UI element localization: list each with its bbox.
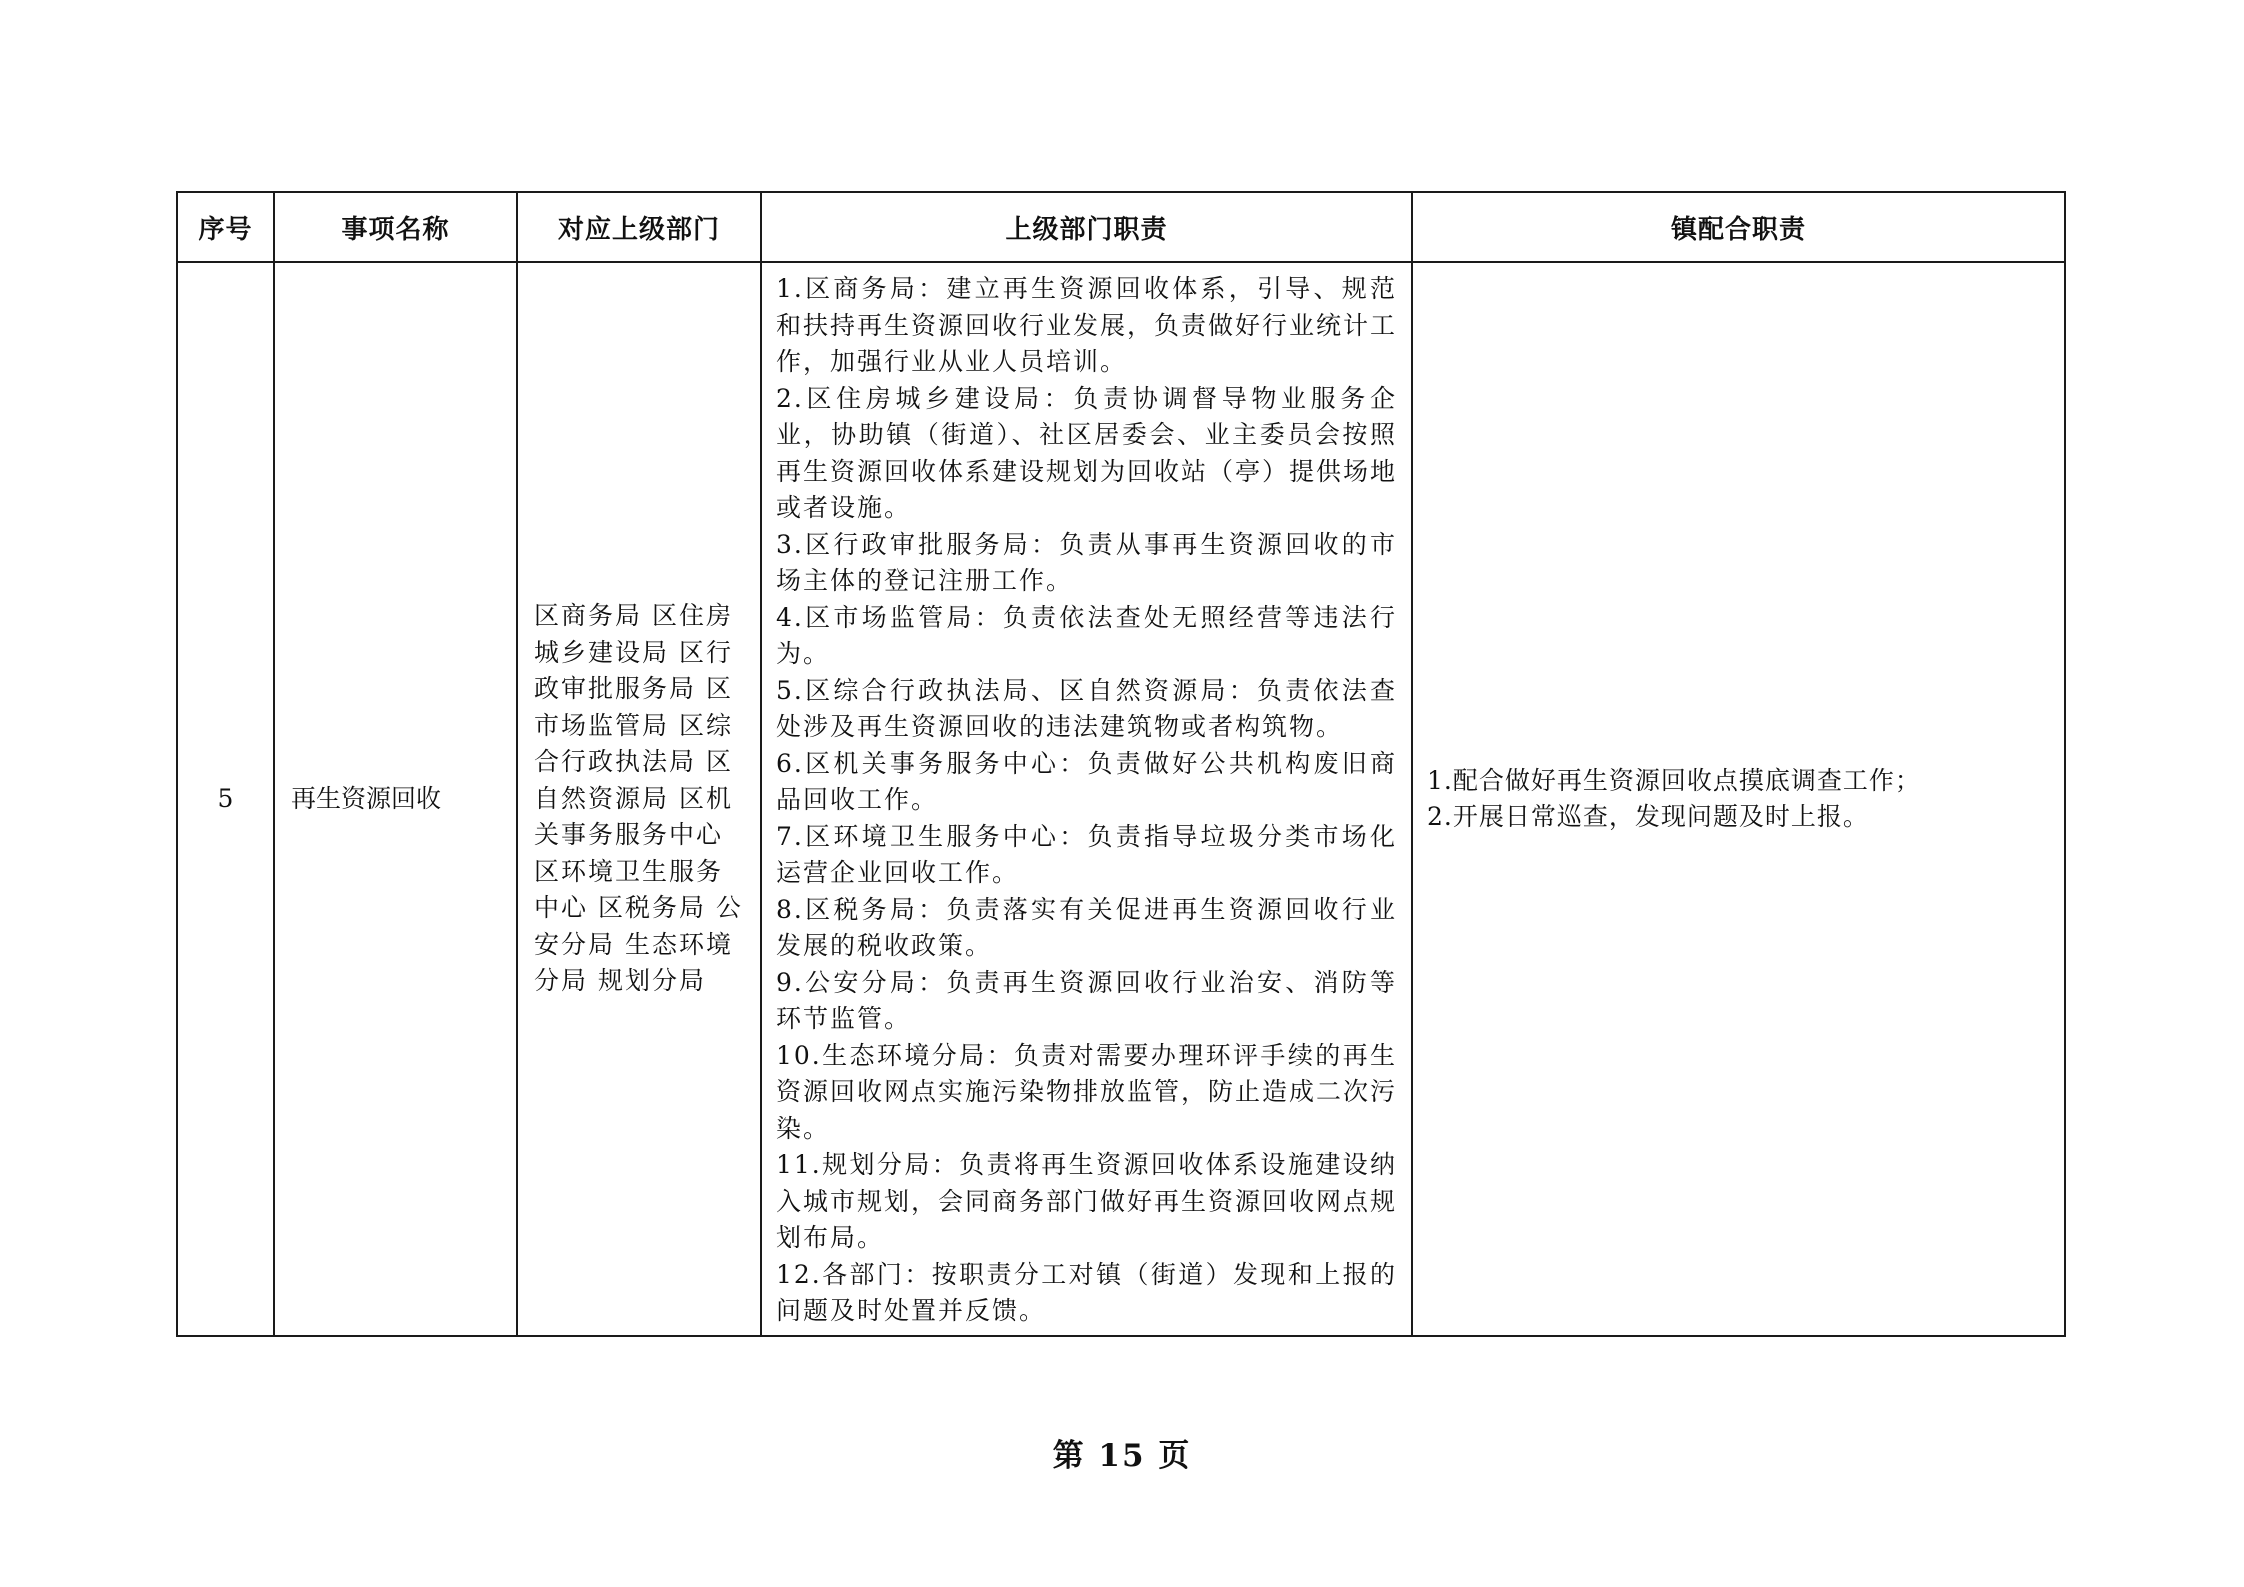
duty-item: 12.各部门：按职责分工对镇（街道）发现和上报的问题及时处置并反馈。 [776, 1259, 1397, 1325]
duty-item: 7.区环境卫生服务中心：负责指导垃圾分类市场化运营企业回收工作。 [776, 821, 1397, 887]
duty-item: 5.区综合行政执法局、区自然资源局：负责依法查处涉及再生资源回收的违法建筑物或者构筑物。 [776, 675, 1397, 741]
row-departments: 区商务局 区住房城乡建设局 区行政审批服务局 区市场监管局 区综合行政执法局 区自然资源局 区机关事务服务中心 区环境卫生服务中心 区税务局 公安分局 生态环境分局 规划分局 [517, 262, 761, 1336]
duty-item: 4.区市场监管局：负责依法查处无照经营等违法行为。 [776, 602, 1397, 668]
duty-item: 6.区机关事务服务中心：负责做好公共机构废旧商品回收工作。 [776, 748, 1397, 814]
duty-item: 9.公安分局：负责再生资源回收行业治安、消防等环节监管。 [776, 967, 1397, 1033]
duty-item: 10.生态环境分局：负责对需要办理环评手续的再生资源回收网点实施污染物排放监管，防止造成二次污染。 [776, 1040, 1398, 1143]
duty-item: 1.区商务局：建立再生资源回收体系，引导、规范和扶持再生资源回收行业发展，负责做好行业统计工作，加强行业从业人员培训。 [776, 274, 1398, 376]
header-superior-department: 对应上级部门 [517, 192, 761, 262]
header-superior-duties: 上级部门职责 [761, 192, 1412, 262]
table-header-row [177, 192, 2065, 262]
header-item-name: 事项名称 [274, 192, 517, 262]
page-number: 第 15 页 [1052, 1438, 1192, 1474]
row-town-duties [1412, 262, 2065, 1336]
duty-item: 8.区税务局：负责落实有关促进再生资源回收行业发展的税收政策。 [776, 894, 1397, 960]
town-duty-item: 2.开展日常巡查，发现问题及时上报。 [1427, 802, 1869, 831]
duty-table [176, 191, 2066, 1337]
town-duty-item: 1.配合做好再生资源回收点摸底调查工作； [1427, 765, 1921, 795]
duty-item: 2.区住房城乡建设局：负责协调督导物业服务企业，协助镇（街道）、社区居委会、业主委员会按照再生资源回收体系建设规划为回收站（亭）提供场地或者设施。 [776, 383, 1398, 522]
duty-item: 3.区行政审批服务局：负责从事再生资源回收的市场主体的登记注册工作。 [776, 529, 1397, 595]
header-town-duties: 镇配合职责 [1412, 192, 2065, 262]
row-superior-duties [761, 262, 1412, 1336]
header-number: 序号 [177, 192, 274, 262]
row-item-name: 再生资源回收 [274, 262, 517, 1336]
table-row [177, 262, 2065, 1336]
row-number: 5 [177, 262, 274, 1336]
duty-item: 11.规划分局：负责将再生资源回收体系设施建设纳入城市规划，会同商务部门做好再生资源回收网点规划布局。 [776, 1150, 1398, 1252]
